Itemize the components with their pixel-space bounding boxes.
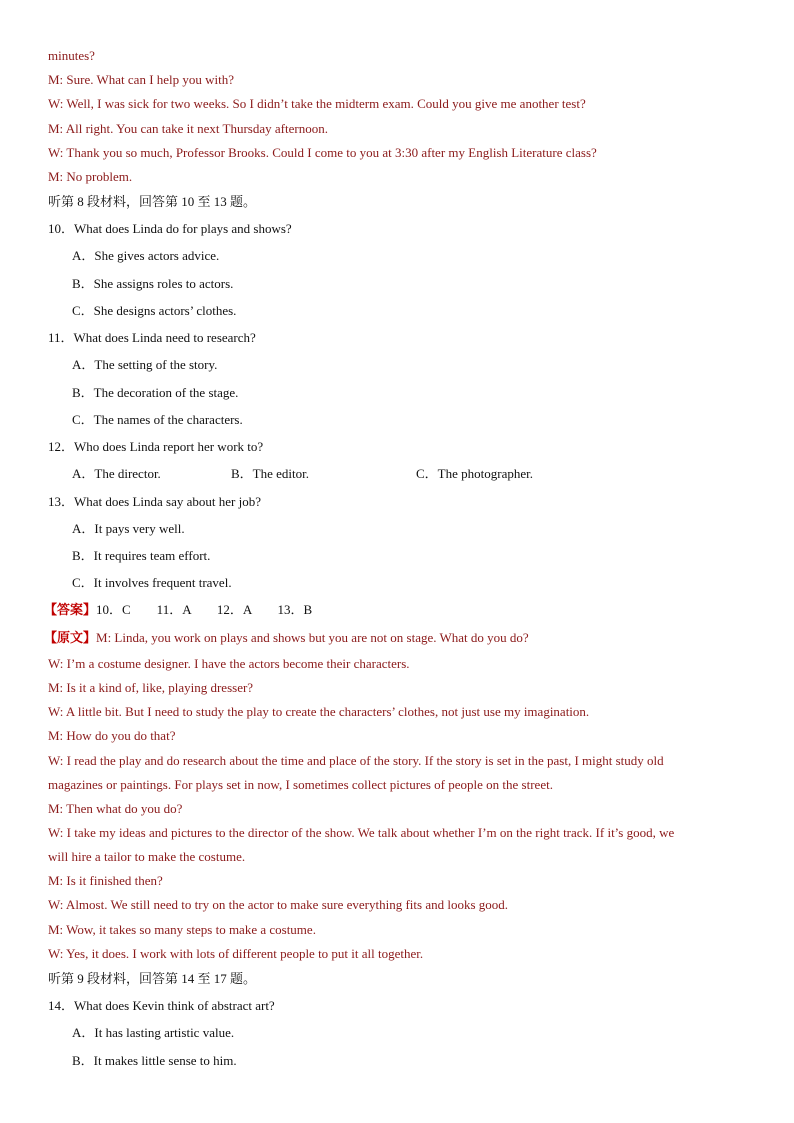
answer-option: B．The decoration of the stage. [72, 385, 239, 400]
answer-option: C．It involves frequent travel. [72, 575, 232, 590]
dialogue-line: M: All right. You can take it next Thursday afternoon. [48, 121, 328, 136]
transcript-line: will hire a tailor to make the costume. [48, 849, 246, 864]
transcript-tag: 【原文】 [44, 630, 97, 645]
transcript-line: M: Wow, it takes so many steps to make a costume. [48, 922, 316, 937]
transcript-line: M: Is it a kind of, like, playing dresser? [48, 680, 254, 695]
transcript-line: W: I take my ideas and pictures to the director of the show. We talk about whether I’m on the right track. If it’s good, we [48, 825, 675, 840]
question-stem: 13．What does Linda say about her job? [48, 494, 261, 509]
answer-option: C．The names of the characters. [72, 412, 243, 427]
transcript-line: W: Almost. We still need to try on the actor to make sure everything fits and looks good. [48, 897, 509, 912]
answer-tag: 【答案】 [44, 602, 97, 617]
dialogue-line: M: Sure. What can I help you with? [48, 72, 235, 87]
section-heading: 听第 9 段材料，回答第 14 至 17 题。 [48, 971, 257, 986]
transcript-line: magazines or paintings. For plays set in now, I sometimes collect pictures of people on the street. [48, 777, 553, 792]
answer-option: A．The director. [72, 466, 161, 481]
question-stem: 10．What does Linda do for plays and shows? [48, 221, 292, 236]
question-stem: 12．Who does Linda report her work to? [48, 439, 264, 454]
answer-option: B．It requires team effort. [72, 548, 211, 563]
answer-option: A．It pays very well. [72, 521, 185, 536]
answer-option: C．The photographer. [416, 466, 533, 481]
transcript-line: W: I read the play and do research about the time and place of the story. If the story is set in the past, I might study old [48, 753, 664, 768]
answer-option: B．It makes little sense to him. [72, 1053, 237, 1068]
dialogue-line: W: Thank you so much, Professor Brooks. Could I come to you at 3:30 after my English Literature class? [48, 145, 597, 160]
transcript-line: W: Yes, it does. I work with lots of different people to put it all together. [48, 946, 424, 961]
answer-option: B．She assigns roles to actors. [72, 276, 234, 291]
question-stem: 14．What does Kevin think of abstract art? [48, 998, 275, 1013]
transcript-first-line [44, 630, 529, 646]
dialogue-line: minutes? [48, 48, 95, 63]
dialogue-line: M: No problem. [48, 169, 133, 184]
transcript-line: W: A little bit. But I need to study the play to create the characters’ clothes, not just use my imagination. [48, 704, 590, 719]
answer-key [44, 602, 312, 618]
transcript-line: W: I’m a costume designer. I have the actors become their characters. [48, 656, 410, 671]
transcript-line: M: Is it finished then? [48, 873, 163, 888]
transcript-line: M: Then what do you do? [48, 801, 183, 816]
answer-option: A．She gives actors advice. [72, 248, 220, 263]
transcript-text: M: Linda, you work on plays and shows but you are not on stage. What do you do? [96, 630, 529, 645]
answer-option: A．The setting of the story. [72, 357, 218, 372]
section-heading: 听第 8 段材料，回答第 10 至 13 题。 [48, 194, 257, 209]
answer-option: A．It has lasting artistic value. [72, 1025, 235, 1040]
transcript-line: M: How do you do that? [48, 728, 176, 743]
question-stem: 11．What does Linda need to research? [48, 330, 256, 345]
dialogue-line: W: Well, I was sick for two weeks. So I didn’t take the midterm exam. Could you give me another test? [48, 96, 586, 111]
answer-option: B．The editor. [231, 466, 309, 481]
answer-text: 10．C 11．A 12．A 13．B [96, 602, 313, 617]
answer-option: C．She designs actors’ clothes. [72, 303, 237, 318]
